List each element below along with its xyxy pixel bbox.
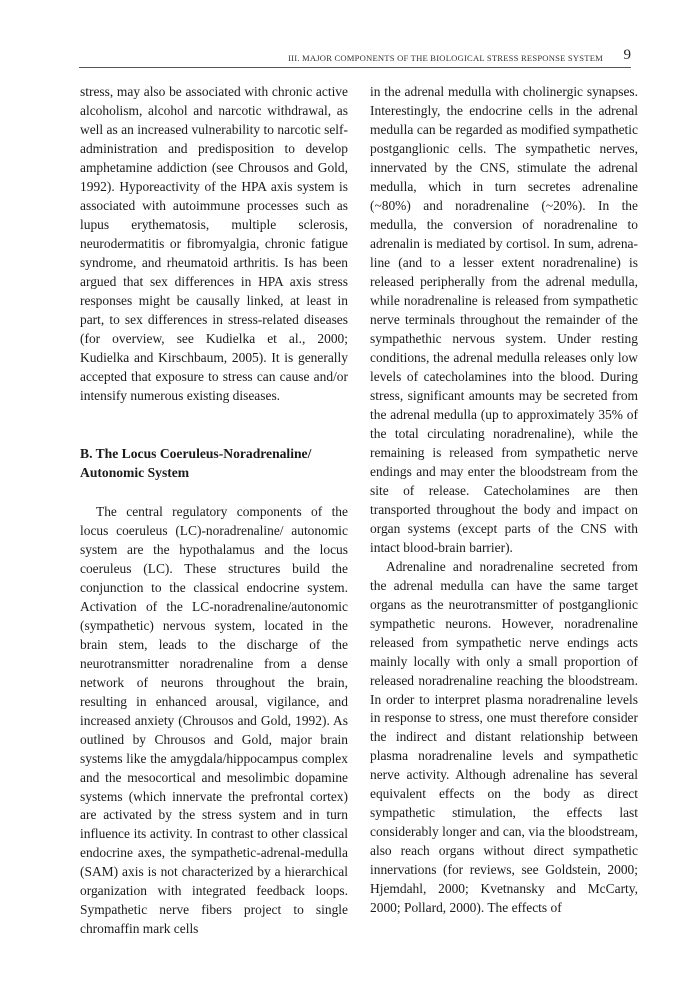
body-paragraph: The central regulatory components of the locus coeruleus (LC)-noradrenaline/ autonomic system are the hypothalamus and the locus coeruleus (LC). These structures build the conjunction to the classical endocrine system. Activation of the LC-noradrenaline/autonomic (sympathetic) nervous system, located in the brain stem, leads to the discharge of the neurotransmitter noradrenaline from a dense network of neurons throughout the brain, resulting in enhanced arousal, vigilance, and increased anxiety (Chrousos and Gold, 1992). As outlined by Chrousos and Gold, major brain systems like the amygdala/hippocampus complex and the mesocortical and mesolimbic dopamine systems (which innervate the prefrontal cortex) are activated by the stress system and in turn influence its activity. In contrast to other classical endocrine axes, the sympathetic-adrenal-medulla (SAM) axis is not characterized by a hierarchical organization with integrated feedback loops. Sympathetic nerve fibers project to single chromaffin mark cells xyxy=(80,503,348,937)
left-column xyxy=(80,83,348,939)
section-heading-line: Autonomic System xyxy=(80,464,190,480)
running-header xyxy=(79,44,631,66)
right-column xyxy=(370,83,638,918)
section-heading-line: B. The Locus Coeruleus-Noradrenaline/ xyxy=(80,445,312,461)
section-heading xyxy=(80,444,348,482)
header-rule xyxy=(79,67,631,68)
running-title: III. MAJOR COMPONENTS OF THE BIOLOGICAL STRESS RESPONSE SYSTEM xyxy=(288,53,603,63)
body-paragraph: stress, may also be associated with chronic active alcoholism, alcohol and narcotic withdrawal, as well as an increased vulnerability to narcotic self-administration and predisposition to develop amphetamine addiction (see Chrousos and Gold, 1992). Hyporeactivity of the HPA axis system is associated with autoimmune processes such as lupus erythematosis, multiple sclerosis, neurodermatitis or fibromyalgia, chronic fatigue syndrome, and rheumatoid arthritis. Is has been argued that sex differences in HPA axis stress responses might be causally linked, at least in part, to sex differences in stress-related diseases (for overview, see Kudielka et al., 2000; Kudielka and Kirschbaum, 2005). It is generally accepted that exposure to stress can cause and/or intensify numerous existing diseases. xyxy=(80,84,348,403)
body-paragraph: in the adrenal medulla with cholinergic synapses. Interestingly, the endocrine cells in the adrenal medulla can be regarded as modified sympathetic postganglionic cells. The sympathetic nerves, innervated by the CNS, stimulate the adrenal medulla, which in turn secretes adrenaline (~80%) and noradrenaline (~20%). In the medulla, the conversion of noradrenaline to adrenalin is mediated by cortisol. In sum, adrenaline (and to a lesser extent noradrenaline) is released peripherally from the adrenal medulla, while noradrenaline is released from sympathetic nerve terminals throughout the remainder of the sympathethic nervous system. Under resting conditions, the adrenal medulla releases only low levels of catecholamines into the blood. During stress, significant amounts may be secreted from the adrenal medulla (up to approximately 35% of the total circulating noradrenaline), while the remaining is released from sympathetic nerve endings and may enter the bloodstream from the site of release. Catecholamines are then transported throughout the body and impact on organ systems (except parts of the CNS with intact blood-brain barrier). xyxy=(370,84,638,555)
page-number: 9 xyxy=(623,47,631,63)
body-paragraph: Adrenaline and noradrenaline secreted from the adrenal medulla can have the same target organs as the neurotransmitter of postganglionic sympathetic neurons. However, noradrenaline released from sympathetic nerve endings acts mainly locally with only a small proportion of released noradrenaline reaching the bloodstream. In order to interpret plasma noradrenaline levels in response to stress, one must therefore consider the indirect and distant relationship between plasma noradrenaline levels and sympathetic nerve activity. Although adrenaline has several equivalent effects on the body as direct sympathetic stimulation, the effects last considerably longer and can, via the bloodstream, also reach organs without direct sympathetic innervations (for reviews, see Goldstein, 2000; Hjemdahl, 2000; Kvetnansky and McCarty, 2000; Pollard, 2000). The effects of xyxy=(370,558,638,916)
